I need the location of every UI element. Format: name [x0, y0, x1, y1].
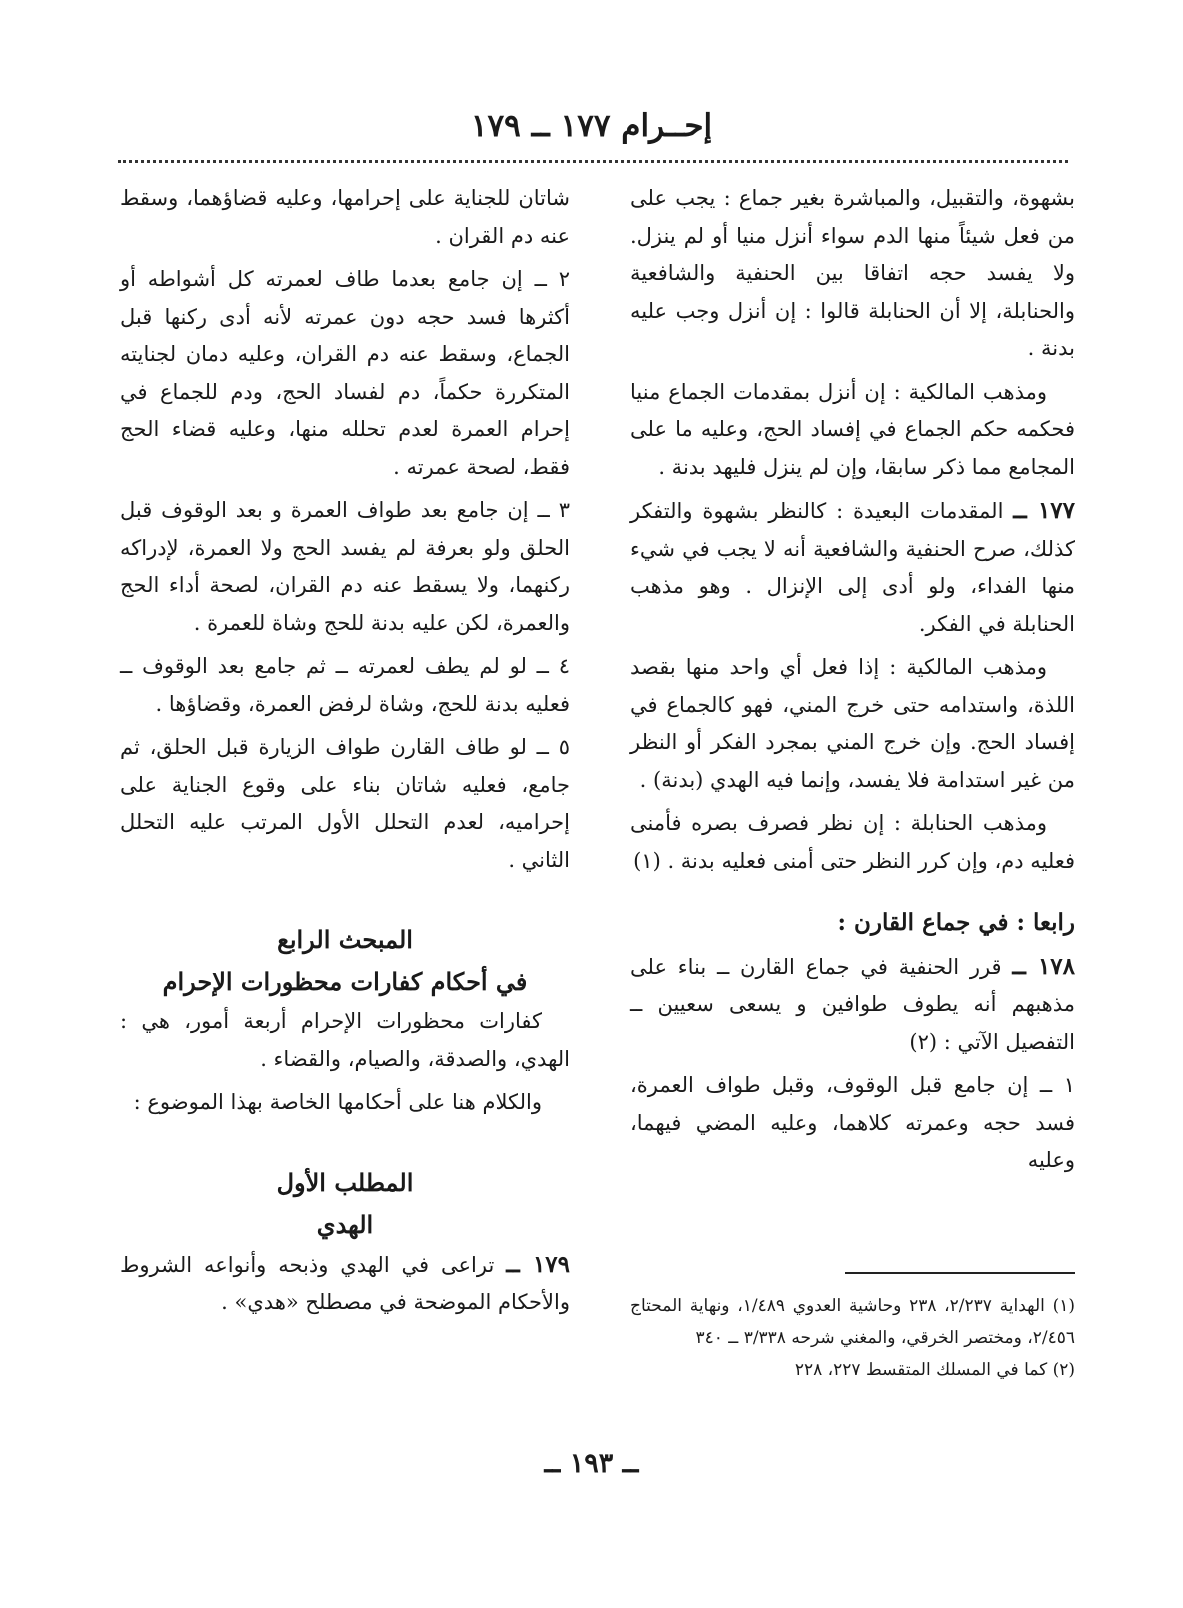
chapter-title: المبحث الرابع — [277, 925, 413, 954]
paragraph: شاتان للجناية على إحرامها، وعليه قضاؤهما، وسقط عنه دم القران . — [120, 186, 570, 248]
footnote: (٢) كما في المسلك المتقسط ٢٢٧، ٢٢٨ — [794, 1360, 1075, 1380]
paragraph: ٥ ــ لو طاف القارن طواف الزيارة قبل الحلق، ثم جامع، فعليه شاتان بناء على وقوع الجناية على إحراميه، لعدم التحلل الأول المرتب عليه التحلل الثاني . — [120, 735, 570, 872]
page-number: ــ ١٩٣ ــ — [544, 1448, 639, 1479]
paragraph-text: تراعى في الهدي وذبحه وأنواعه الشروط والأحكام الموضحة في مصطلح «هدي» . — [120, 1252, 570, 1314]
paragraph: ٣ ــ إن جامع بعد طواف العمرة و بعد الوقوف قبل الحلق ولو بعرفة لم يفسد الحج ولا العمرة، لإدراكه ركنهما، ولا يسقط عنه دم القران، لصحة أداء الحج والعمرة، لكن عليه بدنة للحج وشاة للعمرة . — [120, 498, 570, 635]
paragraph: والكلام هنا على أحكامها الخاصة بهذا الموضوع : — [133, 1090, 542, 1114]
subsection-subtitle: الهدي — [316, 1209, 374, 1239]
right-column — [630, 180, 1075, 1186]
paragraph: ومذهب الحنابلة : إن نظر فصرف بصره فأمنى فعليه دم، وإن كرر النظر حتى أمنى فعليه بدنة . (١) — [630, 811, 1075, 873]
paragraph — [630, 492, 1075, 643]
paragraph — [120, 1246, 570, 1322]
footnotes — [630, 1290, 1075, 1386]
page-header: إحــرام ١٧٧ ــ ١٧٩ — [470, 108, 713, 144]
left-column — [120, 180, 570, 1328]
paragraph — [630, 948, 1075, 1062]
spacer — [120, 1128, 570, 1162]
paragraph: بشهوة، والتقبيل، والمباشرة بغير جماع : يجب على من فعل شيئاً منها الدم سواء أنزل منيا أو لم ينزل. ولا يفسد حجه اتفاقا بين الحنفية والشافعية والحنابلة، إلا أن الحنابلة قالوا : إن أنزل وجب عليه بدنة . — [630, 186, 1075, 360]
paragraph: ومذهب المالكية : إن أنزل بمقدمات الجماع منيا فحكمه حكم الجماع في إفساد الحج، وعليه ما على المجامع مما ذكر سابقا، وإن لم ينزل فليهد بدنة . — [630, 379, 1075, 479]
spacer — [120, 885, 570, 919]
section-number: ١٧٨ ــ — [1012, 952, 1075, 980]
header-divider — [118, 160, 1068, 163]
paragraph: ٢ ــ إن جامع بعدما طاف لعمرته كل أشواطه أو أكثرها فسد حجه دون عمرته لأنه أدى ركنها قبل الجماع، وسقط عنه دم القران، وعليه دمان لجنايته المتكررة حكماً، دم لفساد الحج، ودم للجماع في إحرام العمرة لعدم تحلله منها، وعليه قضاء الحج فقط، لصحة عمرته . — [120, 267, 570, 479]
section-heading: رابعا : في جماع القارن : — [837, 909, 1075, 936]
paragraph: ٤ ــ لو لم يطف لعمرته ــ ثم جامع بعد الوقوف ــ فعليه بدنة للحج، وشاة لرفض العمرة، وقضاؤها . — [120, 654, 570, 716]
paragraph: كفارات محظورات الإحرام أربعة أمور، هي : الهدي، والصدقة، والصيام، والقضاء . — [120, 1009, 570, 1071]
footnote-divider — [845, 1272, 1075, 1274]
section-number: ١٧٩ ــ — [506, 1250, 570, 1278]
chapter-subtitle: في أحكام كفارات محظورات الإحرام — [162, 967, 528, 996]
paragraph-text: قرر الحنفية في جماع القارن ــ بناء على مذهبهم أنه يطوف طوافين و يسعى سعيين ــ التفصيل الآتي : (٢) — [630, 954, 1075, 1054]
footnote: (١) الهداية ٢/٢٣٧، ٢٣٨ وحاشية العدوي ١/٤٨٩، ونهاية المحتاج ٢/٤٥٦، ومختصر الخرقي، والمغني شرحه ٣/٣٣٨ ــ ٣٤٠ — [630, 1296, 1076, 1348]
subsection-title: المطلب الأول — [276, 1167, 414, 1197]
section-number: ١٧٧ ــ — [1013, 497, 1075, 524]
paragraph-text: المقدمات البعيدة : كالنظر بشهوة والتفكر كذلك، صرح الحنفية والشافعية أنه لا يجب في شيء منها الفداء، ولو أدى إلى الإنزال . وهو مذهب الحنابلة في الفكر. — [630, 499, 1075, 636]
paragraph: ١ ــ إن جامع قبل الوقوف، وقبل طواف العمرة، فسد حجه وعمرته كلاهما، وعليه المضي فيهما، وعليه — [630, 1073, 1075, 1172]
paragraph: ومذهب المالكية : إذا فعل أي واحد منها بقصد اللذة، واستدامه حتى خرج المني، فهو كالجماع في إفساد الحج. وإن خرج المني بمجرد الفكر أو النظر من غير استدامة فلا يفسد، وإنما فيه الهدي (بدنة) . — [630, 655, 1075, 792]
